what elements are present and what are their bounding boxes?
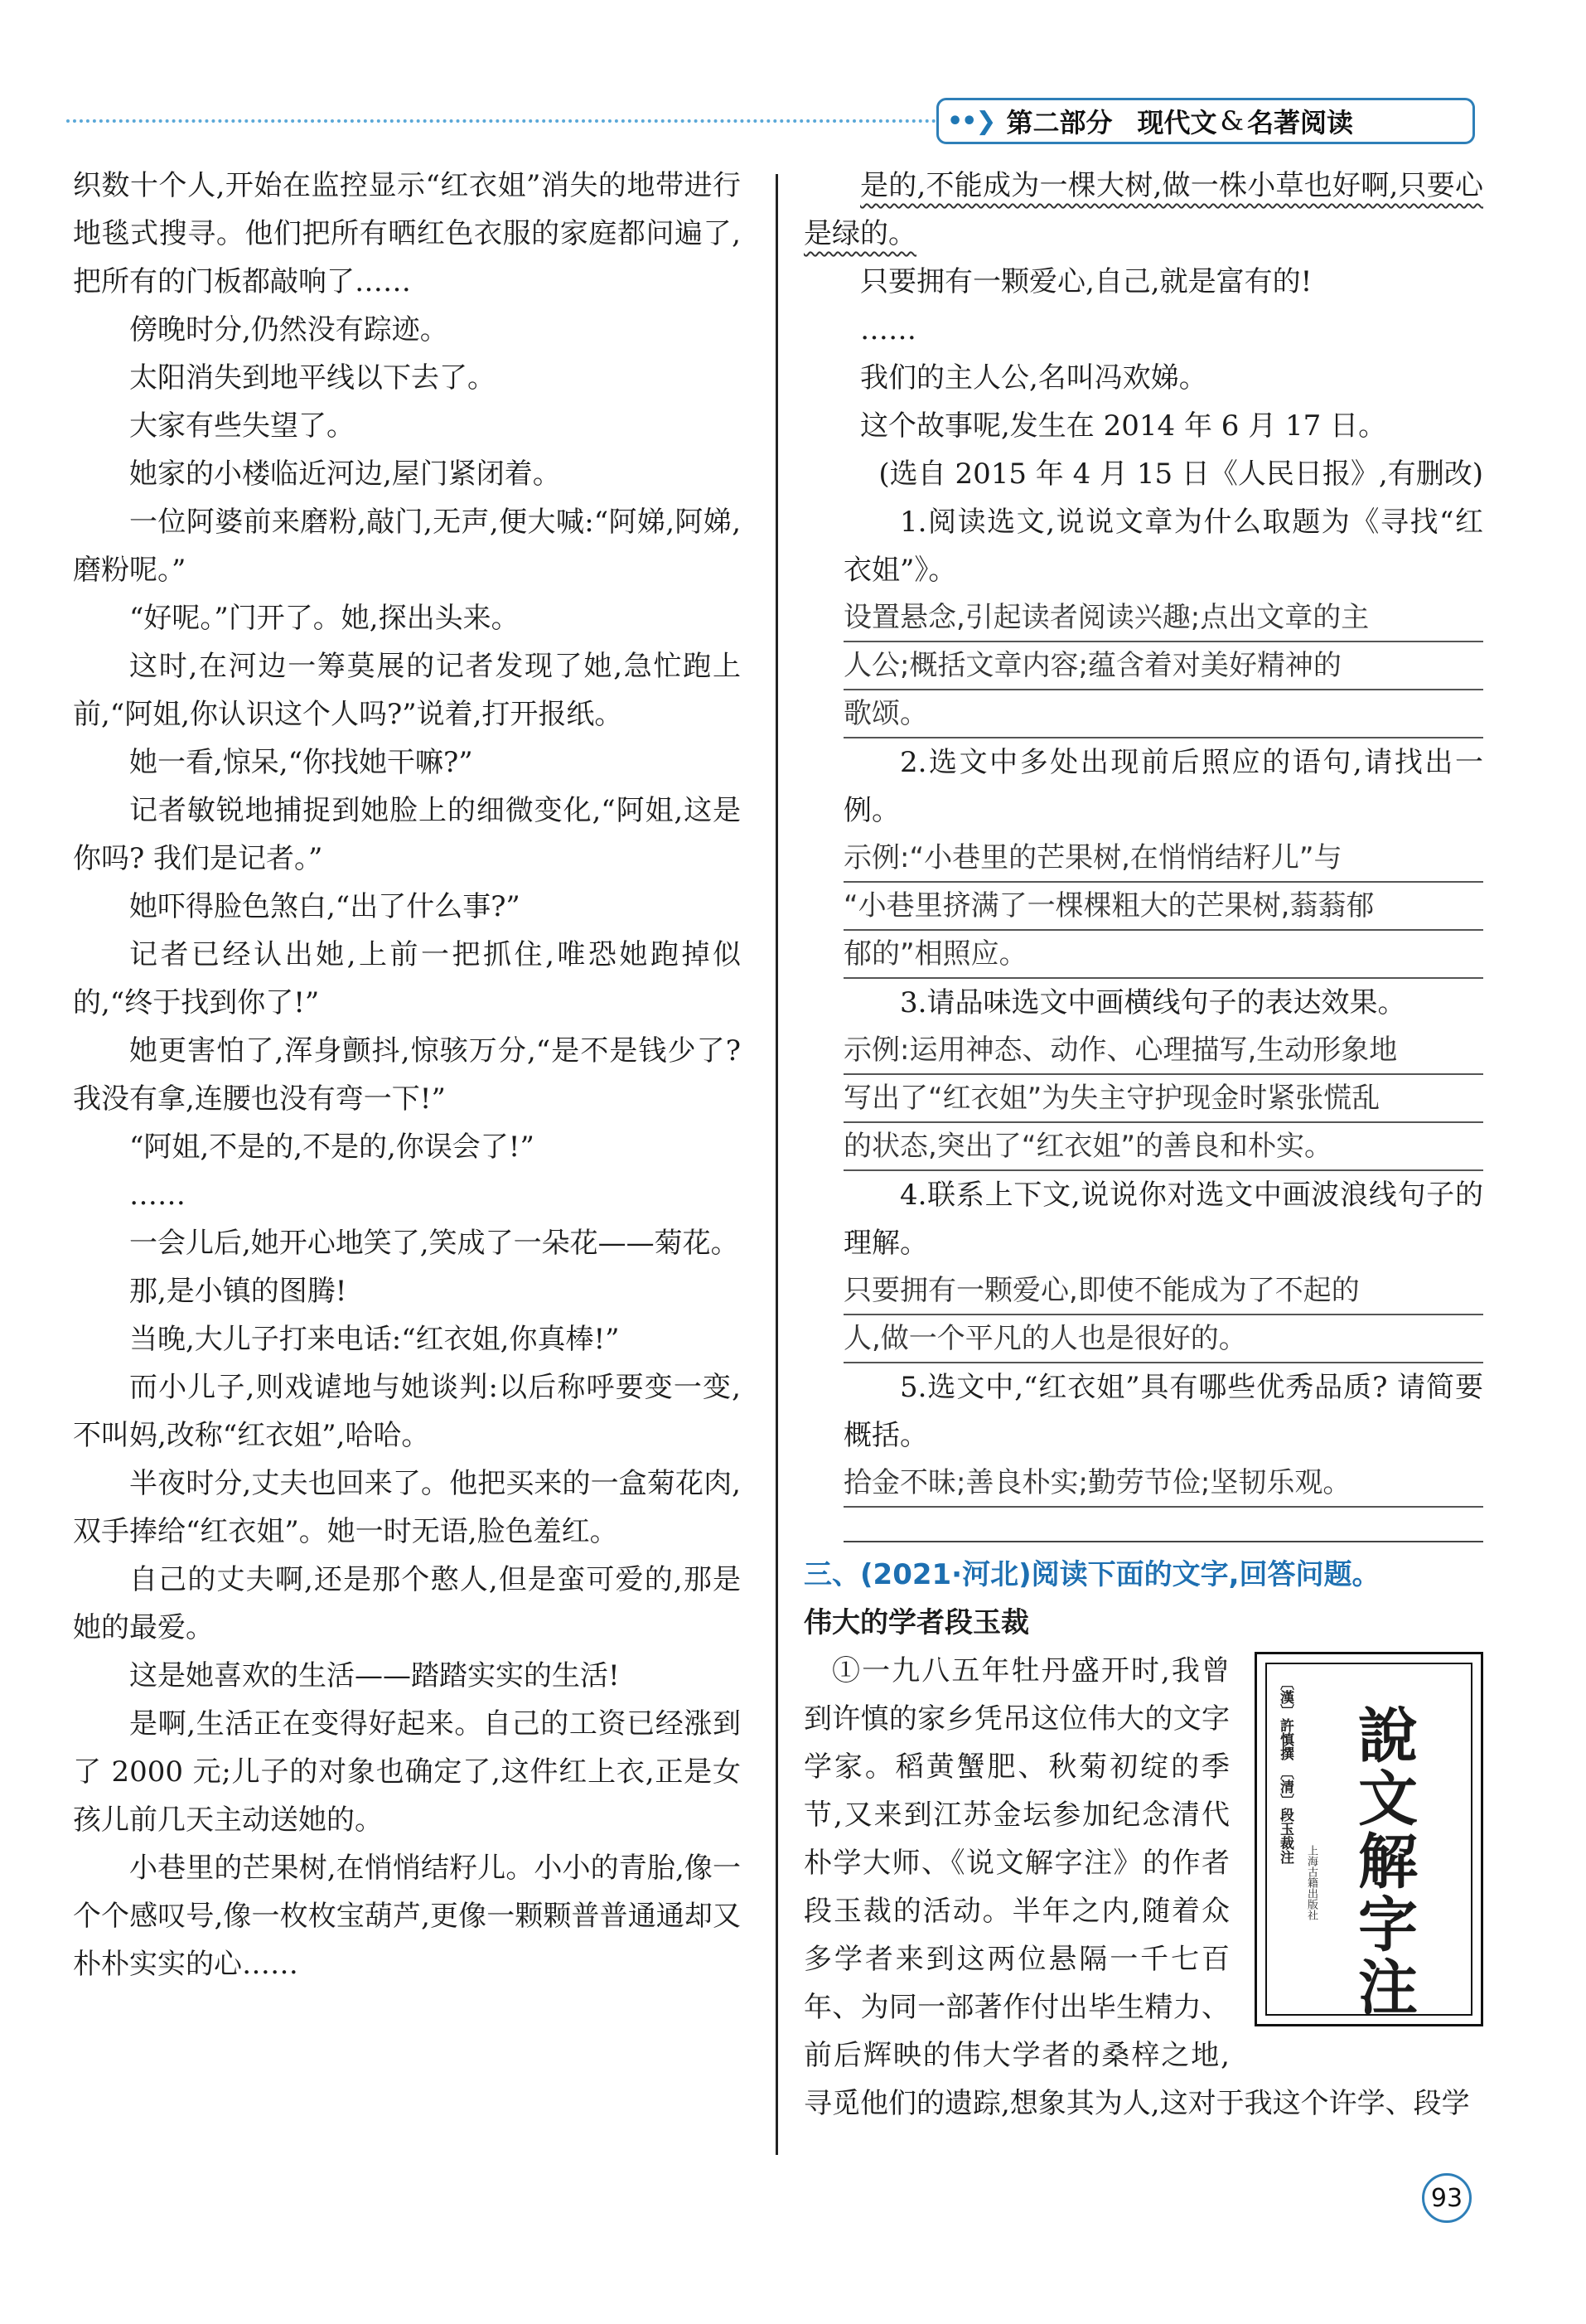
answer-line: 写出了“红衣姐”为失主守护现金时紧张慌乱 bbox=[844, 1075, 1483, 1123]
page-number: 93 bbox=[1422, 2173, 1472, 2223]
answer-5 bbox=[804, 1460, 1483, 1508]
paragraph: 她一看,惊呆,“你找她干嘛?” bbox=[129, 746, 473, 779]
answer-1 bbox=[804, 594, 1483, 738]
book-title: 說文解字注 bbox=[1348, 1704, 1419, 2019]
answer-line: 人,做一个平凡的人也是很好的。 bbox=[844, 1315, 1483, 1363]
answer-line: 只要拥有一颗爱心,即使不能成为了不起的 bbox=[844, 1267, 1483, 1315]
paragraph: 自己的丈夫啊,还是那个憨人,但是蛮可爱的,那是她的最爱。 bbox=[73, 1563, 741, 1644]
book-authors: 〔漢〕許慎撰 〔清〕段玉裁注 bbox=[1277, 1676, 1293, 1864]
paragraph: …… bbox=[860, 313, 916, 346]
answer-line: 示例:运用神态、动作、心理描写,生动形象地 bbox=[844, 1027, 1483, 1075]
book-cover-image bbox=[1255, 1652, 1483, 2026]
answer-line: 设置悬念,引起读者阅读兴趣;点出文章的主 bbox=[844, 594, 1483, 642]
section-heading: 三、(2021·河北)阅读下面的文字,回答问题。 bbox=[804, 1558, 1380, 1591]
arrow-icon: ••❯ bbox=[947, 106, 995, 136]
left-column bbox=[73, 162, 741, 1988]
section-label: 第二部分 bbox=[1006, 107, 1113, 138]
topic-a: 现代文 bbox=[1137, 107, 1217, 138]
topic-b: 名著阅读 bbox=[1247, 107, 1354, 138]
paragraph: 这个故事呢,发生在 2014 年 6 月 17 日。 bbox=[860, 409, 1387, 443]
paragraph: 记者敏锐地捕捉到她脸上的细微变化,“阿姐,这是你吗? 我们是记者。” bbox=[73, 794, 741, 875]
paragraph: 当晚,大儿子打来电话:“红衣姐,你真棒!” bbox=[129, 1323, 620, 1356]
answer-line: 拾金不昧;善良朴实;勤劳节俭;坚韧乐观。 bbox=[844, 1460, 1483, 1508]
article-paragraph-1: ①一九八五年牡丹盛开时,我曾到许慎的家乡凭吊这位伟大的文字学家。稻黄蟹肥、秋菊初绽的季节,又来到江苏金坛参加纪念清代朴学大师、《说文解字注》的作者段玉裁的活动。半年之内,随着众多学者来到这两位悬隔一千七百年、为同一部著作付出毕生精力、前后辉映的伟大学者的桑梓之地,寻觅他们的遗踪,想象其为人,这对于我这个许学、段学 bbox=[804, 1654, 1470, 2120]
answer-line: “小巷里挤满了一棵棵粗大的芒果树,蓊蓊郁 bbox=[844, 883, 1483, 931]
answer-line: 的状态,突出了“红衣姐”的善良和朴实。 bbox=[844, 1123, 1483, 1171]
answer-3 bbox=[804, 1027, 1483, 1171]
paragraph: 织数十个人,开始在监控显示“红衣姐”消失的地带进行地毯式搜寻。他们把所有晒红色衣服的家庭都问遍了,把所有的门板都敲响了…… bbox=[73, 169, 741, 298]
answer-line: 歌颂。 bbox=[844, 690, 1483, 738]
paragraph: 只要拥有一颗爱心,自己,就是富有的! bbox=[860, 265, 1313, 298]
book-publisher: 上海古籍出版社 bbox=[1305, 1845, 1318, 1920]
paragraph: 这时,在河边一筹莫展的记者发现了她,急忙跑上前,“阿姐,你认识这个人吗?”说着,打开报纸。 bbox=[73, 650, 741, 731]
wavy-text: 是的,不能成为一棵大树,做一株小草也好啊,只要心是绿的。 bbox=[804, 169, 1483, 250]
right-column bbox=[804, 162, 1483, 2128]
paragraph: 她家的小楼临近河边,屋门紧闭着。 bbox=[129, 458, 561, 491]
source-citation: (选自 2015 年 4 月 15 日《人民日报》,有删改) bbox=[878, 458, 1483, 491]
article-title: 伟大的学者段玉裁 bbox=[804, 1606, 1029, 1639]
paragraph: 小巷里的芒果树,在悄悄结籽儿。小小的青胎,像一个个感叹号,像一枚枚宝葫芦,更像一颗颗普普通通却又朴朴实实的心…… bbox=[73, 1852, 741, 1981]
question-1: 1.阅读选文,说说文章为什么取题为《寻找“红衣姐”》。 bbox=[844, 506, 1483, 587]
question-2: 2.选文中多处出现前后照应的语句,请找出一例。 bbox=[844, 746, 1483, 827]
ampersand: & bbox=[1220, 105, 1245, 137]
answer-2 bbox=[804, 835, 1483, 979]
section-divider bbox=[844, 1541, 1483, 1542]
header-dotted-rule bbox=[66, 119, 936, 123]
answer-line: 郁的”相照应。 bbox=[844, 931, 1483, 979]
question-4: 4.联系上下文,说说你对选文中画波浪线句子的理解。 bbox=[844, 1179, 1483, 1260]
paragraph: “好呢。”门开了。她,探出头来。 bbox=[129, 602, 520, 635]
answer-4 bbox=[804, 1267, 1483, 1363]
answer-line: 示例:“小巷里的芒果树,在悄悄结籽儿”与 bbox=[844, 835, 1483, 883]
question-5: 5.选文中,“红衣姐”具有哪些优秀品质? 请简要概括。 bbox=[844, 1371, 1483, 1452]
paragraph: 半夜时分,丈夫也回来了。他把买来的一盒菊花肉,双手捧给“红衣姐”。她一时无语,脸色羞红。 bbox=[73, 1467, 741, 1548]
paragraph: …… bbox=[129, 1179, 186, 1212]
paragraph: 一位阿婆前来磨粉,敲门,无声,便大喊:“阿娣,阿娣,磨粉呢。” bbox=[73, 506, 741, 587]
paragraph: “阿姐,不是的,不是的,你误会了!” bbox=[129, 1131, 534, 1164]
paragraph: 记者已经认出她,上前一把抓住,唯恐她跑掉似的,“终于找到你了!” bbox=[73, 938, 741, 1019]
paragraph: 我们的主人公,名叫冯欢娣。 bbox=[860, 361, 1207, 395]
paragraph: 她吓得脸色煞白,“出了什么事?” bbox=[129, 890, 520, 923]
paragraph: 她更害怕了,浑身颤抖,惊骇万分,“是不是钱少了? 我没有拿,连腰也没有弯一下!” bbox=[73, 1034, 741, 1116]
wavy-underlined-sentence bbox=[804, 162, 1483, 258]
column-divider bbox=[776, 174, 778, 2155]
paragraph: 太阳消失到地平线以下去了。 bbox=[129, 361, 496, 395]
paragraph: 大家有些失望了。 bbox=[129, 409, 355, 443]
answer-line: 人公;概括文章内容;蕴含着对美好精神的 bbox=[844, 642, 1483, 690]
paragraph: 傍晚时分,仍然没有踪迹。 bbox=[129, 313, 448, 346]
question-3: 3.请品味选文中画横线句子的表达效果。 bbox=[900, 986, 1406, 1019]
paragraph: 是啊,生活正在变得好起来。自己的工资已经涨到了 2000 元;儿子的对象也确定了,这件红上衣,正是女孩儿前几天主动送她的。 bbox=[73, 1707, 741, 1837]
paragraph: 一会儿后,她开心地笑了,笑成了一朵花——菊花。 bbox=[129, 1227, 739, 1260]
paragraph: 而小儿子,则戏谑地与她谈判:以后称呼要变一变,不叫妈,改称“红衣姐”,哈哈。 bbox=[73, 1371, 741, 1452]
section-header-tab bbox=[936, 98, 1475, 144]
paragraph: 这是她喜欢的生活——踏踏实实的生活! bbox=[129, 1659, 620, 1692]
paragraph: 那,是小镇的图腾! bbox=[129, 1275, 347, 1308]
